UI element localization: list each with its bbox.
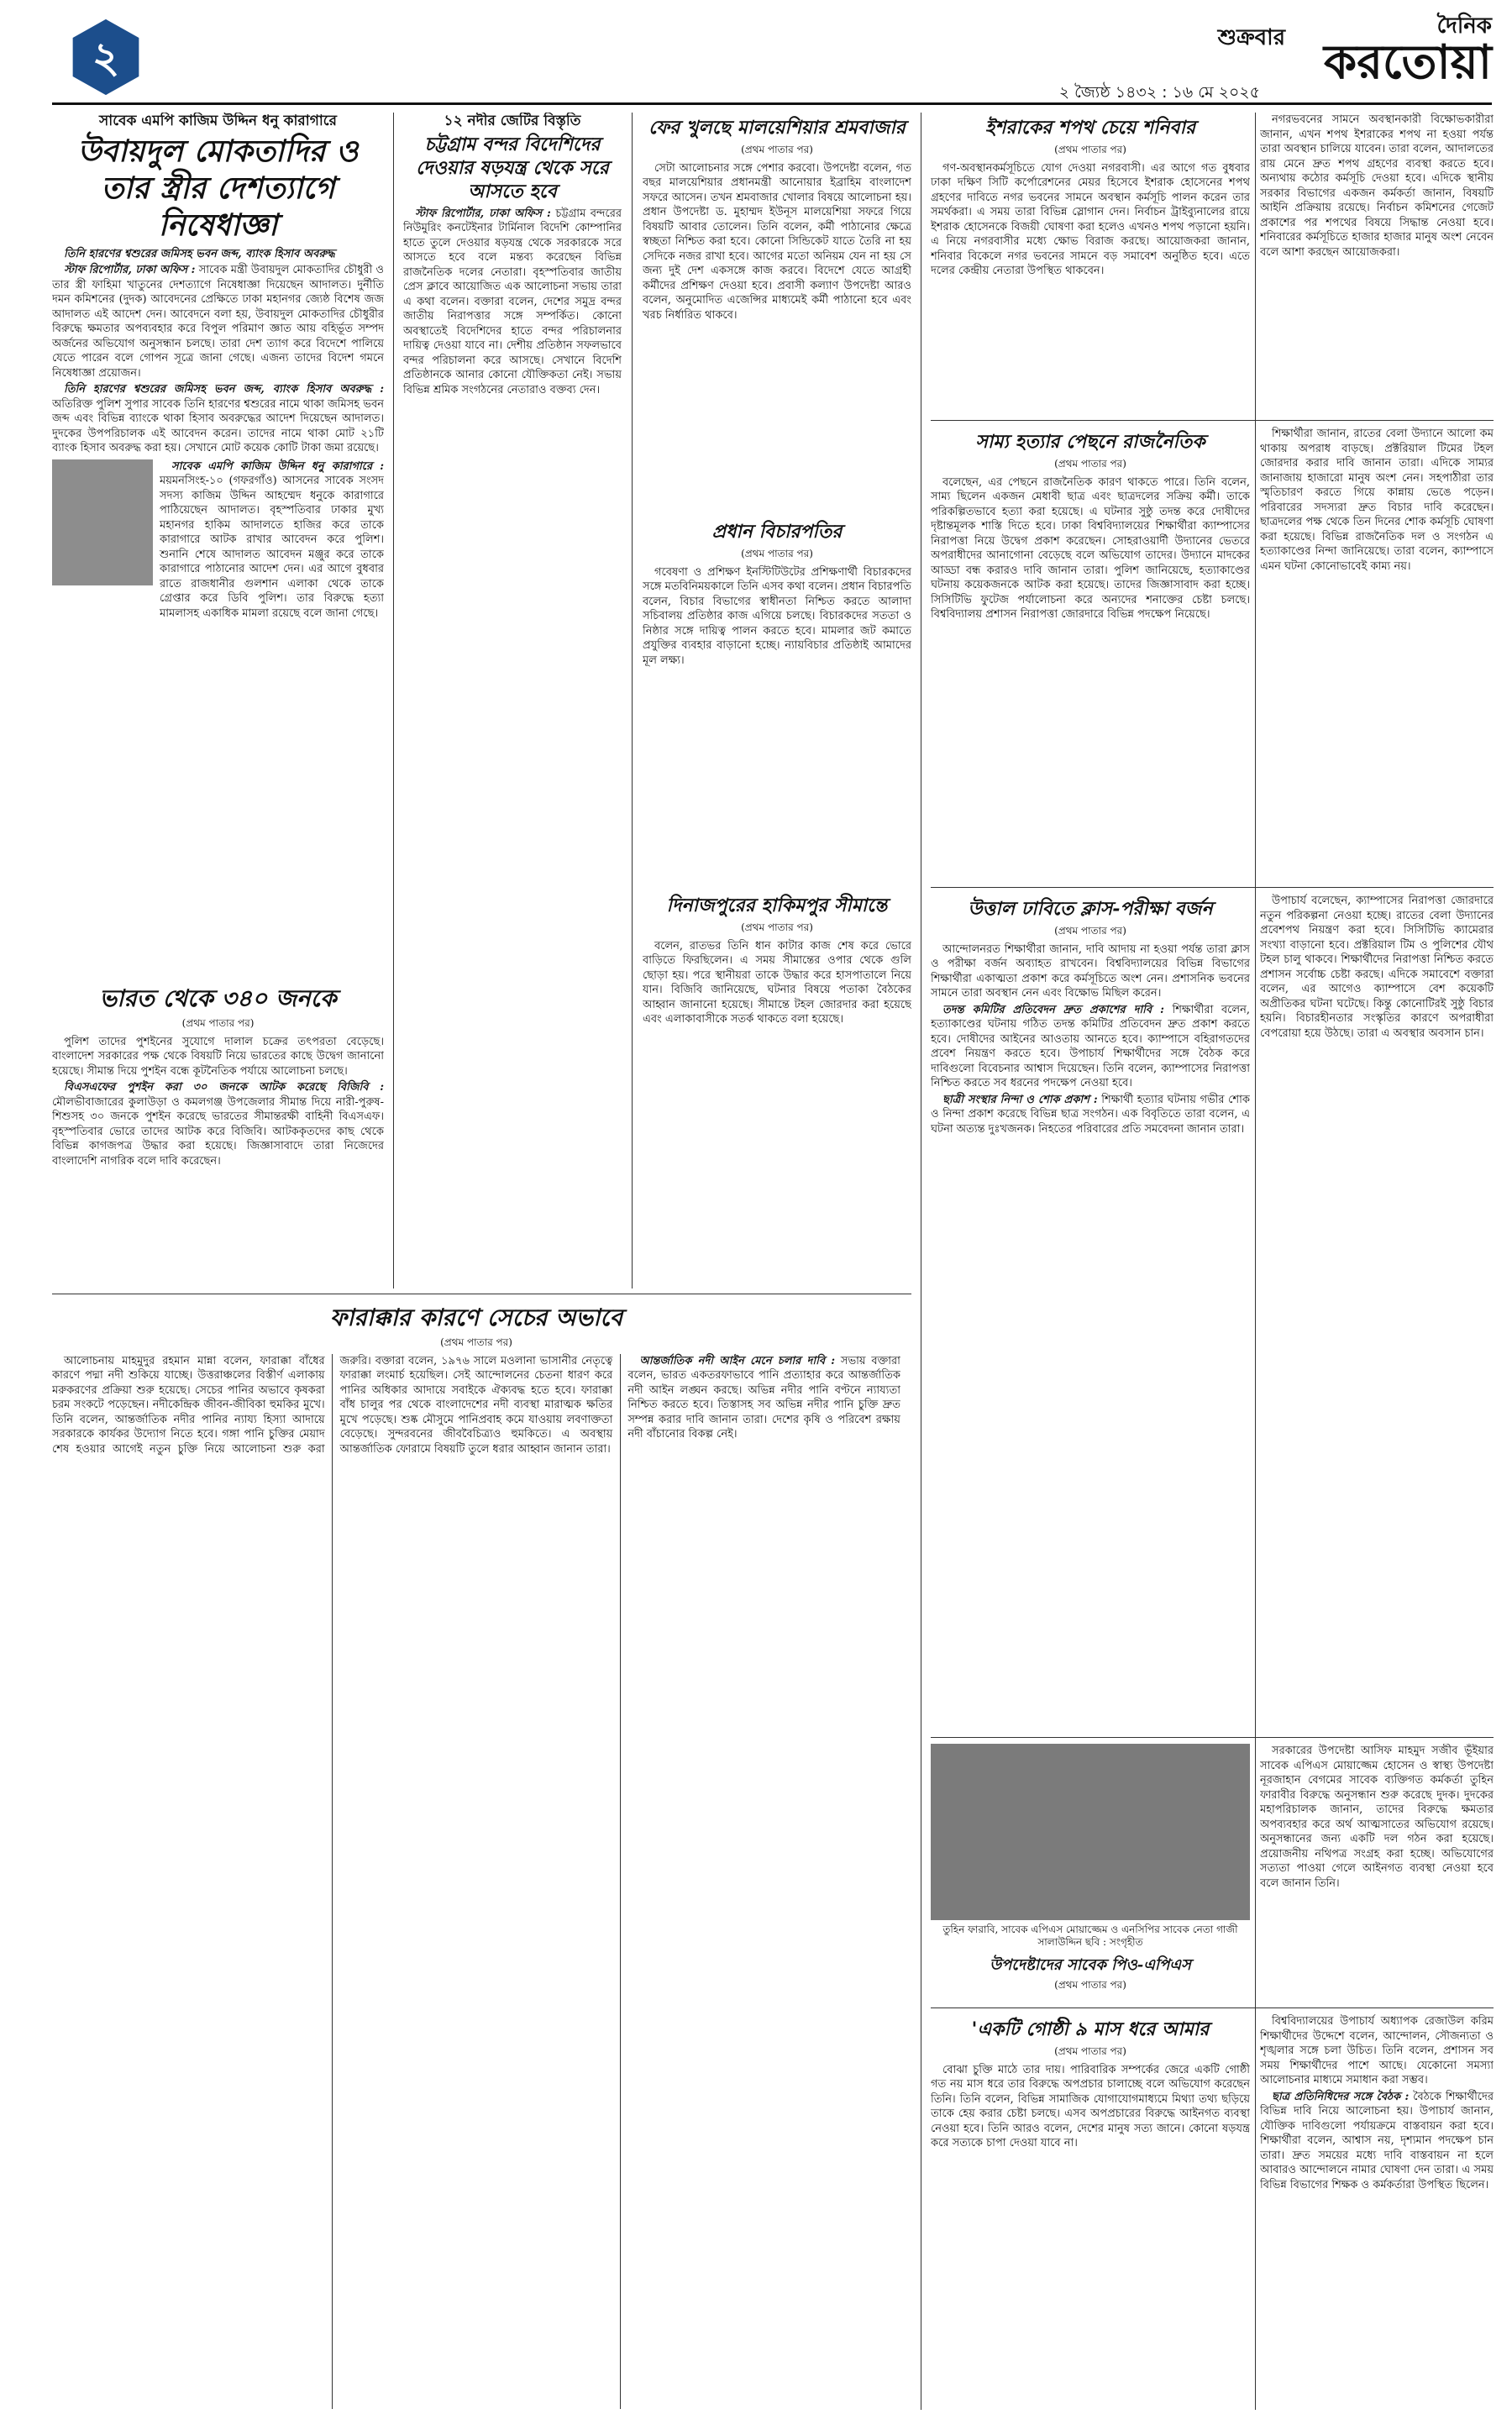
continued-label: (প্রথম পাতার পর): [1054, 925, 1126, 937]
article-body: পুলিশ তাদের পুশইনের সুযোগে দালাল চক্রের তৎপরতা বেড়েছে। বাংলাদেশ সরকারের পক্ষ থেকে বিষয়টি নিয়ে ভারতের কাছে উদ্বেগ জানানো হয়েছে। সীমান্ত দিয়ে পুশইন বন্ধে কূটনৈতিক পর্যায়ে আলোচনা চলছে।: [52, 1035, 384, 1078]
article-gosthi: [931, 2014, 1250, 2409]
article-subhead: তিনি হারণের শ্বশুরের জমিসহ ভবন জব্দ, ব্যাংক হিসাব অবরুদ্ধ :: [64, 383, 384, 396]
article-headline: দিনাজপুরের হাকিমপুর সীমান্তে: [666, 895, 888, 916]
news-photo: [931, 1744, 1250, 1920]
article-headline: 'একটি গোষ্ঠী ৯ মাস ধরে আমার: [971, 2018, 1210, 2040]
article-headline: ভারত থেকে ৩৪০ জনকে: [99, 984, 337, 1012]
article-body: উপাচার্য বলেছেন, ক্যাম্পাসের নিরাপত্তা জোরদারে নতুন পরিকল্পনা নেওয়া হচ্ছে। রাতের বেলা উদ্যানের প্রবেশপথ নিয়ন্ত্রণ করা হবে। সিসিটিভি ক্যামেরার সংখ্যা বাড়ানো হবে। প্রক্টরিয়াল টিম ও পুলিশের যৌথ টহল চালু থাকবে। শিক্ষার্থীদের নিরাপত্তা নিশ্চিত করতে প্রশাসন সর্বোচ্চ চেষ্টা করছে। এদিকে সমাবেশে বক্তারা বলেন, এর আগেও ক্যাম্পাসে বেশ কয়েকটি অপ্রীতিকর ঘটনা ঘটেছে। কিন্তু কোনোটিরই সুষ্ঠু বিচার হয়নি। বিচারহীনতার সংস্কৃতির কারণে অপরাধীরা বেপরোয়া হয়ে উঠছে। তারা এ অবস্থার অবসান চান।: [1260, 895, 1494, 1040]
article-body: আলোচনায় মাহমুদুর রহমান মান্না বলেন, ফারাক্কা বাঁধের কারণে পদ্মা নদী শুকিয়ে যাচ্ছে। উত্তরাঞ্চলের বিস্তীর্ণ এলাকায় মরুকরণের প্রক্রিয়া শুরু হয়েছে। সেচের পানির অভাবে কৃষকরা চরম সংকটে পড়েছেন। নদীকেন্দ্রিক জীবন-জীবিকা হুমকির মুখে। তিনি বলেন, আন্তর্জাতিক নদীর পানির ন্যায্য হিস্যা আদায়ে সরকারকে কার্যকর উদ্যোগ নিতে হবে। গঙ্গা পানি চুক্তির মেয়াদ শেষ হওয়ার আগেই নতুন চুক্তি নিয়ে আলোচনা শুরু করা জরুরি। বক্তারা বলেন, ১৯৭৬ সালে মওলানা ভাসানীর নেতৃত্বে ফারাক্কা লংমার্চ হয়েছিল। সেই আন্দোলনের চেতনা ধারণ করে পানির অধিকার আদায়ে সবাইকে ঐক্যবদ্ধ হতে হবে। ফারাক্কা বাঁধ চালুর পর থেকে বাংলাদেশের নদী ব্যবস্থা মারাত্মক ক্ষতির মুখে পড়েছে। শুষ্ক মৌসুমে পানিপ্রবাহ কমে যাওয়ায় লবণাক্ততা বেড়েছে। সুন্দরবনের জীববৈচিত্র্যও হুমকিতে। এ অবস্থায় আন্তর্জাতিক ফোরামে বিষয়টি তুলে ধরার আহ্বান জানান তারা।: [52, 1354, 613, 1456]
column-rule: [393, 113, 394, 1288]
article-body: শিক্ষার্থীরা বলেন, হত্যাকাণ্ডের ঘটনায় গঠিত তদন্ত কমিটির প্রতিবেদন দ্রুত প্রকাশ করতে হবে। দোষীদের আইনের আওতায় আনতে হবে। ক্যাম্পাসে বহিরাগতদের প্রবেশ নিয়ন্ত্রণ করতে হবে। উপাচার্য শিক্ষার্থীদের সঙ্গে বৈঠক করে দাবিগুলো বিবেচনার আশ্বাস দিয়েছেন। তিনি বলেন, ক্যাম্পাসের নিরাপত্তা নিশ্চিত করতে সব ধরনের পদক্ষেপ নেওয়া হবে।: [931, 1003, 1250, 1089]
article-farakka: [52, 1300, 900, 2409]
article-body: আন্দোলনরত শিক্ষার্থীরা জানান, দাবি আদায় না হওয়া পর্যন্ত তারা ক্লাস ও পরীক্ষা বর্জন অব্যাহত রাখবেন। বিশ্ববিদ্যালয়ের বিভিন্ন বিভাগের শিক্ষার্থীরা একাত্মতা প্রকাশ করে কর্মসূচিতে অংশ নেন। প্রশাসনিক ভবনের সামনে তারা অবস্থান নেন এবং বিক্ষোভ মিছিল করেন।: [931, 942, 1250, 1000]
article-subhead: তদন্ত কমিটির প্রতিবেদন দ্রুত প্রকাশের দাবি :: [942, 1003, 1164, 1016]
masthead-big: করতোয়া: [1324, 35, 1492, 90]
masthead-logo: [1282, 15, 1492, 96]
article-subhead: আন্তর্জাতিক নদী আইন মেনে চলার দাবি :: [639, 1354, 836, 1367]
article-body: শিক্ষার্থীরা জানান, রাতের বেলা উদ্যানে আলো কম থাকায় অপরাধ বাড়ছে। প্রক্টরিয়াল টিমের টহল জোরদার করার দাবি জানান তারা। এদিকে সাম্যর জানাজায় হাজারো মানুষ অংশ নেন। সহপাঠীরা তার স্মৃতিচারণ করতে গিয়ে কান্নায় ভেঙে পড়েন। পরিবারের সদস্যরা দ্রুত বিচার দাবি করেছেন। ছাত্রদলের পক্ষ থেকে তিন দিনের শোক কর্মসূচি ঘোষণা করা হয়েছে। বিভিন্ন রাজনৈতিক দল ও সংগঠন এ হত্যাকাণ্ডের নিন্দা জানিয়েছে। তারা বলেন, ক্যাম্পাসে এমন ঘটনা কোনোভাবেই কাম্য নয়।: [1260, 428, 1494, 573]
masthead-small: দৈনিক: [1436, 13, 1492, 39]
column-rule: [632, 113, 633, 1288]
article-malaysia: [643, 113, 911, 516]
article-headline: উবায়দুল মোকতাদির ও তার স্ত্রীর দেশত্যাগে নিষেধাজ্ঞা: [77, 133, 359, 243]
article-subhead: বিএসএফের পুশইন করা ৩০ জনকে আটক করেছে বিজিবি :: [64, 1081, 384, 1094]
article-byline: স্টাফ রিপোর্টার, ঢাকা অফিস :: [415, 207, 551, 220]
page-number: ২: [92, 33, 120, 82]
article-kicker: ১২ নদীর জেটির বিস্তৃতি: [444, 113, 581, 129]
continued-label: (প্রথম পাতার পর): [181, 1017, 255, 1029]
article-headline: উপদেষ্টাদের সাবেক পিও-এপিএস: [990, 1956, 1191, 1974]
article-samya: [931, 427, 1250, 880]
article-body: অতিরিক্ত পুলিশ সুপার সাবেক তিনি হারণের শ্বশুরের নামে থাকা জমিসহ ভবন জব্দ এবং বিভিন্ন ব্যাংকে থাকা হিসাব অবরুদ্ধের আদেশ দিয়েছেন আদালত। দুদকের উপপরিচালক এই আবেদন করেন। তাদের নামে থাকা মোট ২১টি ব্যাংক হিসাব অবরুদ্ধ করা হয়। সেখানে মোট কয়েক কোটি টাকা জমা রয়েছে।: [52, 397, 384, 454]
continued-label: (প্রথম পাতার পর): [440, 1336, 512, 1348]
section-rule: [931, 1737, 1494, 1738]
article-ishraq-cont: [1260, 113, 1494, 415]
article-body: ময়মনসিংহ-১০ (গফরগাঁও) আসনের সাবেক সংসদ সদস্য কাজিম উদ্দিন আহম্মেদ ধনুকে কারাগারে পাঠিয়েছেন আদালত। বৃহস্পতিবার ঢাকার মুখ্য মহানগর হাকিম আদালতে হাজির করে তাকে কারাগারে আটক রাখার আবেদন করে পুলিশ। শুনানি শেষে আদালত আবেদন মঞ্জুর করে তাকে কারাগারে পাঠানোর আদেশ দেন। এর আগে বুধবার রাতে রাজধানীর গুলশান এলাকা থেকে তাকে গ্রেপ্তার করে ডিবি পুলিশ। তার বিরুদ্ধে হত্যা মামলাসহ একাধিক মামলা রয়েছে বলে জানা গেছে।: [160, 475, 384, 620]
article-subhead: তিনি হারণের শ্বশুরের জমিসহ ভবন জব্দ, ব্যাংক হিসাব অবরুদ্ধ: [64, 247, 335, 260]
article-headline: উত্তাল ঢাবিতে ক্লাস-পরীক্ষা বর্জন: [968, 898, 1213, 920]
article-ishraq: [931, 113, 1250, 415]
article-body: সাবেক মন্ত্রী উবায়দুল মোকতাদির চৌধুরী ও তার স্ত্রী ফাহিমা খাতুনের দেশত্যাগে নিষেধাজ্ঞা দিয়েছেন আদালত। দুর্নীতি দমন কমিশনের (দুদক) আবেদনের প্রেক্ষিতে ঢাকা মহানগর জ্যেষ্ঠ বিশেষ জজ আদালত এই আদেশ দেন। আবেদনে বলা হয়, উবায়দুল মোকতাদির চৌধুরীর বিরুদ্ধে ক্ষমতার অপব্যবহার করে বিপুল পরিমাণ জ্ঞাত আয় বহির্ভূত সম্পদ অর্জনের অভিযোগ অনুসন্ধান চলছে। তারা দেশ ত্যাগ করে বিদেশে পালিয়ে যেতে পারেন বলে গোপন সূত্রে জানা গেছে। এজন্য তাদের বিদেশ গমনে নিষেধাজ্ঞা প্রয়োজন।: [52, 264, 384, 380]
article-body: গণ-অবস্থানকর্মসূচিতে যোগ দেওয়া নগরবাসী। এর আগে গত বুধবার ঢাকা দক্ষিণ সিটি কর্পোরেশনের মেয়র হিসেবে ইশরাক হোসেনের শপথ গ্রহণের দাবিতে নগর ভবনের সামনে অবস্থান কর্মসূচি পালন করেন তার সমর্থকরা। এ সময় তারা বিভিন্ন স্লোগান দেন। নির্বাচন ট্রাইব্যুনালের রায়ে ইশরাক হোসেনকে বিজয়ী ঘোষণা করা হলেও এখনও শপথ পড়ানো হয়নি। এ নিয়ে নগরবাসীর মধ্যে ক্ষোভ বিরাজ করছে। আয়োজকরা জানান, শনিবার বিকেলে নগর ভবনের সামনে বড় সমাবেশ অনুষ্ঠিত হবে। এতে দলের কেন্দ্রীয় নেতারা উপস্থিত থাকবেন।: [931, 161, 1250, 277]
article-body: গবেষণা ও প্রশিক্ষণ ইনস্টিটিউটের প্রশিক্ষণার্থী বিচারকদের সঙ্গে মতবিনিময়কালে তিনি এসব কথা বলেন। প্রধান বিচারপতি বলেন, বিচার বিভাগের স্বাধীনতা নিশ্চিত করতে আলাদা সচিবালয় প্রতিষ্ঠার কাজ এগিয়ে চলছে। বিচারকদের সততা ও নিষ্ঠার সঙ্গে দায়িত্ব পালন করতে হবে। মামলার জট কমাতে প্রযুক্তির ব্যবহার বাড়ানো হচ্ছে। ন্যায়বিচার প্রতিষ্ঠাই আমাদের মূল লক্ষ্য।: [643, 565, 911, 667]
article-upadeshta-body: [1260, 1744, 1494, 2002]
portrait-photo: [52, 459, 153, 585]
article-headline: সাম্য হত্যার পেছনে রাজনৈতিক: [975, 431, 1205, 453]
continued-label: (প্রথম পাতার পর): [1054, 1979, 1126, 1991]
continued-label: (প্রথম পাতার পর): [1054, 144, 1126, 155]
article-headline: ফের খুলছে মালয়েশিয়ার শ্রমবাজার: [648, 117, 906, 139]
section-rule: [931, 420, 1494, 421]
article-headline: ইশরাকের শপথ চেয়ে শনিবার: [984, 117, 1196, 139]
article-body: মৌলভীবাজারের কুলাউড়া ও কমলগঞ্জ উপজেলার সীমান্ত দিয়ে নারী-পুরুষ-শিশুসহ ৩০ জনকে পুশইন করেছে ভারতের সীমান্তরক্ষী বাহিনী বিএসএফ। বৃহস্পতিবার ভোরে তাদের আটক করে বিজিবি। আটককৃতদের কাছ থেকে বিভিন্ন কাগজপত্র উদ্ধার করা হয়েছে। জিজ্ঞাসাবাদে তারা নিজেদের বাংলাদেশি নাগরিক বলে দাবি করেছেন।: [52, 1095, 384, 1168]
article-body: বলেন, রাতভর তিনি ধান কাটার কাজ শেষ করে ভোরে বাড়িতে ফিরছিলেন। এ সময় সীমান্তের ওপার থেকে গুলি ছোড়া হয়। পরে স্থানীয়রা তাকে উদ্ধার করে হাসপাতালে নিয়ে যান। বিজিবি জানিয়েছে, ঘটনার বিষয়ে পতাকা বৈঠকের আহ্বান জানানো হয়েছে। সীমান্তে টহল জোরদার করা হয়েছে এবং এলাকাবাসীকে সতর্ক থাকতে বলা হয়েছে।: [643, 939, 911, 1026]
article-headline: ফারাক্কার কারণে সেচের অভাবে: [329, 1304, 623, 1331]
article-body: বৈঠকে শিক্ষার্থীদের বিভিন্ন দাবি নিয়ে আলোচনা হয়। উপাচার্য জানান, যৌক্তিক দাবিগুলো পর্যায়ক্রমে বাস্তবায়ন করা হবে। শিক্ষার্থীরা বলেন, আশ্বাস নয়, দৃশ্যমান পদক্ষেপ চান তারা। দ্রুত সময়ের মধ্যে দাবি বাস্তবায়ন না হলে আবারও আন্দোলনে নামার ঘোষণা দেন তারা। এ সময় বিভিন্ন বিভাগের শিক্ষক ও কর্মকর্তারা উপস্থিত ছিলেন।: [1260, 2090, 1494, 2191]
article-body: বোঝা চুক্তি মাঠে তার দায়। পারিবারিক সম্পর্কের জেরে একটি গোষ্ঠী গত নয় মাস ধরে তার বিরুদ্ধে অপপ্রচার চালাচ্ছে বলে অভিযোগ করেছেন তিনি। তিনি বলেন, বিভিন্ন সামাজিক যোগাযোগমাধ্যমে মিথ্যা তথ্য ছড়িয়ে তাকে হেয় করার চেষ্টা চলছে। এসব অপপ্রচারের বিরুদ্ধে আইনগত ব্যবস্থা নেওয়া হবে। তিনি আরও বলেন, দেশের মানুষ সত্য জানে। কোনো ষড়যন্ত্র করে সত্যকে চাপা দেওয়া যাবে না।: [931, 2063, 1250, 2149]
section-rule: [931, 887, 1494, 888]
photo-caption-text: তুহিন ফারাবি, সাবেক এপিএস মোয়াজ্জেম ও এনসিপির সাবেক নেতা গাজী সালাউদ্দিন: [942, 1924, 1238, 1948]
article-adviser: [643, 517, 911, 886]
article-subhead: সাবেক এমপি কাজিম উদ্দিন ধনু কারাগারে :: [171, 459, 384, 473]
article-headline: প্রধান বিচারপতির: [711, 521, 843, 543]
article-body: নগরভবনের সামনে অবস্থানকারী বিক্ষোভকারীরা জানান, এখন শপথ ইশরাকের শপথ না হওয়া পর্যন্ত তারা অবস্থান চালিয়ে যাবেন। তারা বলেন, আদালতের রায় মেনে দ্রুত শপথ গ্রহণের ব্যবস্থা করতে হবে। অন্যথায় কঠোর কর্মসূচি দেওয়া হবে। এদিকে স্থানীয় সরকার বিভাগের একজন কর্মকর্তা জানান, বিষয়টি আইনি প্রক্রিয়ায় রয়েছে। নির্বাচন কমিশনের গেজেট প্রকাশের পর শপথের বিষয়ে সিদ্ধান্ত নেওয়া হবে। শনিবারের কর্মসূচিতে হাজার হাজার মানুষ অংশ নেবেন বলে আশা করছেন আয়োজকরা।: [1260, 113, 1494, 259]
header-day: শুক্রবার: [1217, 25, 1285, 50]
header-rule: [52, 102, 1492, 105]
article-subhead: ছাত্র প্রতিনিধিদের সঙ্গে বৈঠক :: [1272, 2090, 1410, 2103]
continued-label: (প্রথম পাতার পর): [741, 921, 813, 933]
article-hakimpur: [643, 890, 911, 1285]
article-kicker: সাবেক এমপি কাজিম উদ্দিন ধনু কারাগারে: [99, 113, 337, 129]
article-samya-cont: [1260, 427, 1494, 880]
photo-credit: ছবি : সংগৃহীত: [1084, 1936, 1143, 1948]
article-body: সেটা আলোচনার সঙ্গে পেশার করবো। উপদেষ্টা বলেন, গত বছর মালয়েশিয়ার প্রধানমন্ত্রী আনোয়ার ইব্রাহিম বাংলাদেশ সফরে আসেন। তখন শ্রমবাজার খোলার বিষয়ে আলোচনা হয়। প্রধান উপদেষ্টা ড. মুহাম্মদ ইউনূস মালয়েশিয়া সফরে গিয়ে বিষয়টি আবার তোলেন। তিনি বলেন, কর্মী পাঠানোর ক্ষেত্রে স্বচ্ছতা নিশ্চিত করা হবে। কোনো সিন্ডিকেট যাতে তৈরি না হয় সেদিকে নজর রাখা হবে। আগের মতো অনিয়ম যেন না হয় সে জন্য দুই দেশ একসঙ্গে কাজ করবে। বিদেশে যেতে আগ্রহী কর্মীদের প্রশিক্ষণ দেওয়া হবে। প্রবাসী কল্যাণ উপদেষ্টা আরও বলেন, অনুমোদিত এজেন্সির মাধ্যমেই কর্মী পাঠানো হবে এবং খরচ নির্ধারিত থাকবে।: [643, 161, 911, 322]
article-dhabi-cont: [1260, 894, 1494, 1734]
continued-label: (প্রথম পাতার পর): [741, 144, 813, 155]
article-body: চট্টগ্রাম বন্দরের নিউমুরিং কনটেইনার টার্মিনাল বিদেশি কোম্পানির হাতে তুলে দেওয়ার ষড়যন্ত্র থেকে সরকারকে সরে আসতে হবে বলে মন্তব্য করেছেন বিভিন্ন রাজনৈতিক দলের নেতারা। বৃহস্পতিবার জাতীয় প্রেস ক্লাবে আয়োজিত এক আলোচনা সভায় তারা এ কথা বলেন। বক্তারা বলেন, দেশের সমুদ্র বন্দর জাতীয় নিরাপত্তার সঙ্গে সম্পর্কিত। কোনো অবস্থাতেই বিদেশিদের হাতে বন্দর পরিচালনার দায়িত্ব দেওয়া যাবে না। দেশীয় প্রতিষ্ঠান সফলভাবে বন্দর পরিচালনা করে আসছে। সেখানে বিদেশি প্রতিষ্ঠানকে আনার কোনো যৌক্তিকতা নেই। সভায় বিভিন্ন শ্রমিক সংগঠনের নেতারাও বক্তব্য দেন।: [403, 207, 622, 396]
header-date: ২ জ্যৈষ্ঠ ১৪৩২ : ১৬ মে ২০২৫: [1058, 83, 1260, 102]
column-rule: [1255, 113, 1256, 2410]
continued-label: (প্রথম পাতার পর): [741, 548, 813, 559]
article-dhabi: [931, 894, 1250, 1734]
page-number-badge: [66, 17, 146, 97]
article-gosthi-cont: [1260, 2014, 1494, 2409]
article-byline: স্টাফ রিপোর্টার, ঢাকা অফিস :: [64, 264, 196, 276]
article-upadeshta: [931, 1953, 1250, 2003]
article-headline: চট্টগ্রাম বন্দর বিদেশিদের দেওয়ার ষড়যন্ত্র থেকে সরে আসতে হবে: [416, 133, 609, 202]
article-body: সরকারের উপদেষ্টা আসিফ মাহমুদ সজীব ভূঁইয়ার সাবেক এপিএস মোয়াজ্জেম হোসেন ও স্বাস্থ্য উপদেষ্টা নূরজাহান বেগমের সাবেক ব্যক্তিগত কর্মকর্তা তুহিন ফারাবীর বিরুদ্ধে অনুসন্ধান শুরু করেছে দুদক। দুদকের মহাপরিচালক জানান, তাদের বিরুদ্ধে ক্ষমতার অপব্যবহার করে অর্থ আত্মসাতের অভিযোগ রয়েছে। অনুসন্ধানের জন্য একটি দল গঠন করা হয়েছে। প্রয়োজনীয় নথিপত্র সংগ্রহ করা হচ্ছে। অভিযোগের সত্যতা পাওয়া গেলে আইনগত ব্যবস্থা নেওয়া হবে বলে জানান তিনি।: [1260, 1745, 1494, 1890]
continued-label: (প্রথম পাতার পর): [1054, 2045, 1126, 2057]
article-subhead: ছাত্রী সংস্থার নিন্দা ও শোক প্রকাশ :: [942, 1093, 1098, 1106]
photo-caption: [931, 1924, 1250, 1949]
article-body: সভায় বক্তারা বলেন, ভারত একতরফাভাবে পানি প্রত্যাহার করে আন্তর্জাতিক নদী আইন লঙ্ঘন করছে। অভিন্ন নদীর পানি বণ্টনে ন্যায্যতা নিশ্চিত করতে হবে। তিস্তাসহ সব অভিন্ন নদীর পানি চুক্তি দ্রুত সম্পন্ন করার দাবি জানান তারা। দেশের কৃষি ও পরিবেশ রক্ষায় নদী বাঁচানোর বিকল্প নেই।: [627, 1354, 900, 1441]
continued-label: (প্রথম পাতার পর): [1054, 458, 1126, 470]
article-body: শিক্ষার্থী হত্যার ঘটনায় গভীর শোক ও নিন্দা প্রকাশ করেছে বিভিন্ন ছাত্র সংগঠন। এক বিবৃতিতে তারা বলেন, এ ঘটনা অত্যন্ত দুঃখজনক। নিহতের পরিবারের প্রতি সমবেদনা জানান তারা।: [931, 1093, 1250, 1136]
article-body: বিশ্ববিদ্যালয়ের উপাচার্য অধ্যাপক রেজাউল করিম শিক্ষার্থীদের উদ্দেশে বলেন, আন্দোলন, সৌজন্যতা ও শৃঙ্খলার সঙ্গে চলা উচিত। তিনি বলেন, প্রশাসন সব সময় শিক্ষার্থীদের পাশে আছে। যেকোনো সমস্যা আলোচনার মাধ্যমে সমাধান করা সম্ভব।: [1260, 2015, 1494, 2086]
article-kazim: [52, 113, 384, 1020]
article-body: বলেছেন, এর পেছনে রাজনৈতিক কারণ থাকতে পারে। তিনি বলেন, সাম্য ছিলেন একজন মেধাবী ছাত্র এবং ছাত্রদলের সক্রিয় কর্মী। তাকে পরিকল্পিতভাবে হত্যা করা হয়েছে। এ ঘটনার সুষ্ঠু তদন্ত করে দোষীদের দৃষ্টান্তমূলক শাস্তি দিতে হবে। ঢাকা বিশ্ববিদ্যালয়ের শিক্ষার্থীরা ক্যাম্পাসের নিরাপত্তা নিয়ে উদ্বেগ প্রকাশ করেছেন। সোহরাওয়ার্দী উদ্যানের ভেতরে অপরাধীদের আনাগোনা বেড়েছে বলে অভিযোগ তাদের। উদ্যানে মাদকের আড্ডা বন্ধ করারও দাবি জানান তারা। পুলিশ জানিয়েছে, হত্যাকাণ্ডের ঘটনায় কয়েকজনকে আটক করা হয়েছে। তাদের জিজ্ঞাসাবাদ করা হচ্ছে। সিসিটিভি ফুটেজ পর্যালোচনা করে অন্যদের শনাক্তের চেষ্টা চলছে। বিশ্ববিদ্যালয় প্রশাসন নিরাপত্তা জোরদারে বিভিন্ন পদক্ষেপ নিয়েছে।: [931, 475, 1250, 621]
article-ctg: [403, 113, 622, 1288]
